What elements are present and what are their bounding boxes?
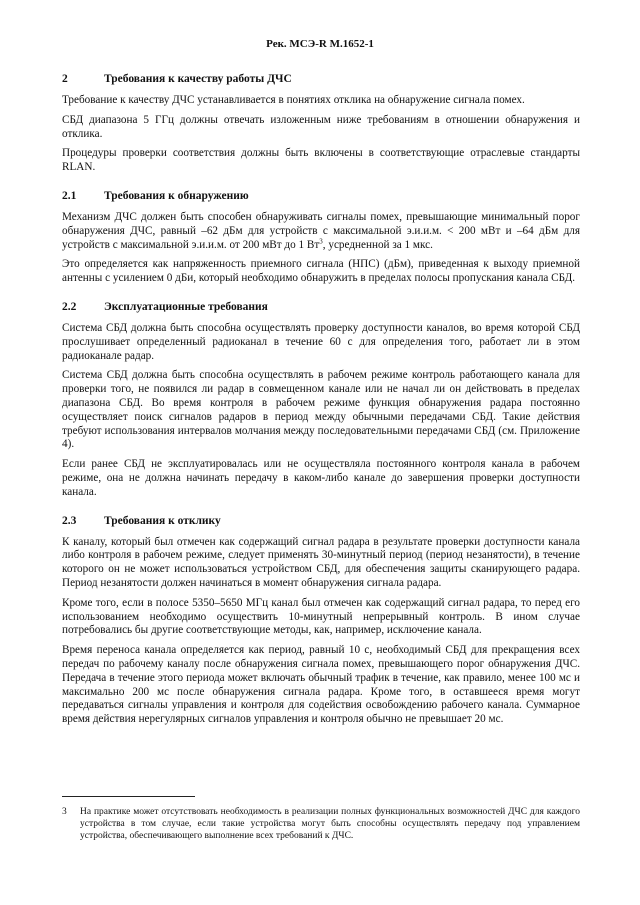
- paragraph: Кроме того, если в полосе 5350–5650 МГц канал был отмечен как содержащий сигнал радара, то перед его использованием необходимо осуществить 10-минутный непрерывный контроль. В ином случае потребовались бы другие соответствующие методы, как, например, исключение канала.: [62, 596, 580, 637]
- footnote-reference[interactable]: 3: [319, 236, 323, 245]
- section-heading-2-3: [62, 514, 580, 528]
- section-number: 2.2: [62, 300, 77, 313]
- paragraph: Система СБД должна быть способна осуществлять проверку доступности каналов, во время которой СБД прослушивает определенный радиоканал в течение 60 с для определения того, работает ли в этом радиоканале радар.: [62, 321, 580, 362]
- paragraph: Требование к качеству ДЧС устанавливается в понятиях отклика на обнаружение сигнала помех.: [62, 94, 525, 106]
- paragraph: СБД диапазона 5 ГГц должны отвечать изложенным ниже требованиям в отношении обнаружения и отклика.: [62, 113, 580, 140]
- section-heading-2-2: [62, 300, 580, 314]
- page-header: Рек. МСЭ-R M.1652-1: [266, 38, 374, 50]
- section-title: Требования к отклику: [104, 514, 221, 527]
- footnote-text: На практике может отсутствовать необходимость в реализации полных функциональных возможностей ДЧС для каждого устройства в том случае, если такие устройства могут быть способны осуществлять передачу под управлением устройства, обеспечивающего выполнение всех требований к ДЧС.: [80, 807, 580, 841]
- paragraph: [62, 211, 580, 252]
- paragraph-text-tail: , усредненной за 1 мкс.: [322, 238, 433, 251]
- section-title: Требования к обнаружению: [104, 189, 249, 202]
- paragraph-text: Механизм ДЧС должен быть способен обнаруживать сигналы помех, превышающие минимальный порог обнаружения ДЧС, равный –62 дБм для устройств с максимальной э.и.и.м. < 200 мВт и –64 дБм для устройств с максимальной э.и.и.м. от 200 мВт до 1 Вт: [62, 210, 580, 251]
- section-title: Требования к качеству работы ДЧС: [104, 73, 292, 85]
- section-heading-2: [62, 72, 580, 86]
- section-number: 2: [62, 73, 68, 85]
- paragraph: Время переноса канала определяется как период, равный 10 с, необходимый СБД для прекращения всех передач по рабочему каналу после обнаружения сигнала помех, превышающего порог обнаружения ДЧС. Передача в течение этого периода может включать обычный трафик в течение, как правило, менее 100 мс и максимально 200 мс после обнаружения сигнала радара. Кроме того, в оставшееся время могут передаваться сигналы управления и контроля для содействия освобождению рабочего канала. Суммарное время действия нерегулярных сигналов управления и контроля обычно не превышает 20 мс.: [62, 644, 580, 726]
- footnote-mark: 3: [62, 807, 67, 817]
- section-number: 2.1: [62, 189, 77, 202]
- paragraph: Если ранее СБД не эксплуатировалась или не осуществляла постоянного контроля канала в рабочем режиме, она не должна начинать передачу в каком-либо канале до завершения проверки доступности канала.: [62, 458, 580, 498]
- section-number: 2.3: [62, 514, 77, 527]
- paragraph: Это определяется как напряженность приемного сигнала (НПС) (дБм), приведенная к выходу приемной антенны с усилением 0 дБи, который необходимо обнаружить в пределах полосы пропускания канала СБД.: [62, 258, 580, 285]
- footnote-divider: [62, 796, 195, 797]
- paragraph: Система СБД должна быть способна осуществлять в рабочем режиме контроль работающего канала для проверки того, не появился ли радар в совмещенном канале или не начал ли он действовать в пределах диапазона СБД. Во время контроля в рабочем режиме функция обнаружения радара постоянно осуществляет поиск сигналов радаров в период между обычными передачами СБД. Такие действия требуют использования интервалов молчания между последовательными передачами СБД (см. Приложение 4).: [62, 369, 580, 451]
- paragraph: Процедуры проверки соответствия должны быть включены в соответствующие отраслевые стандарты RLAN.: [62, 147, 580, 174]
- paragraph: К каналу, который был отмечен как содержащий сигнал радара в результате проверки доступности канала либо контроля в рабочем режиме, следует применять 30-минутный период (период незанятости), в течение которого он не может использоваться устройством СБД, для обеспечения защиты сканирующего радара. Период незанятости должен начинаться в момент обнаружения сигнала радара.: [62, 535, 580, 589]
- document-body: [62, 72, 580, 727]
- section-heading-2-1: [62, 189, 580, 203]
- footnote: [62, 807, 580, 842]
- section-title: Эксплуатационные требования: [104, 300, 268, 313]
